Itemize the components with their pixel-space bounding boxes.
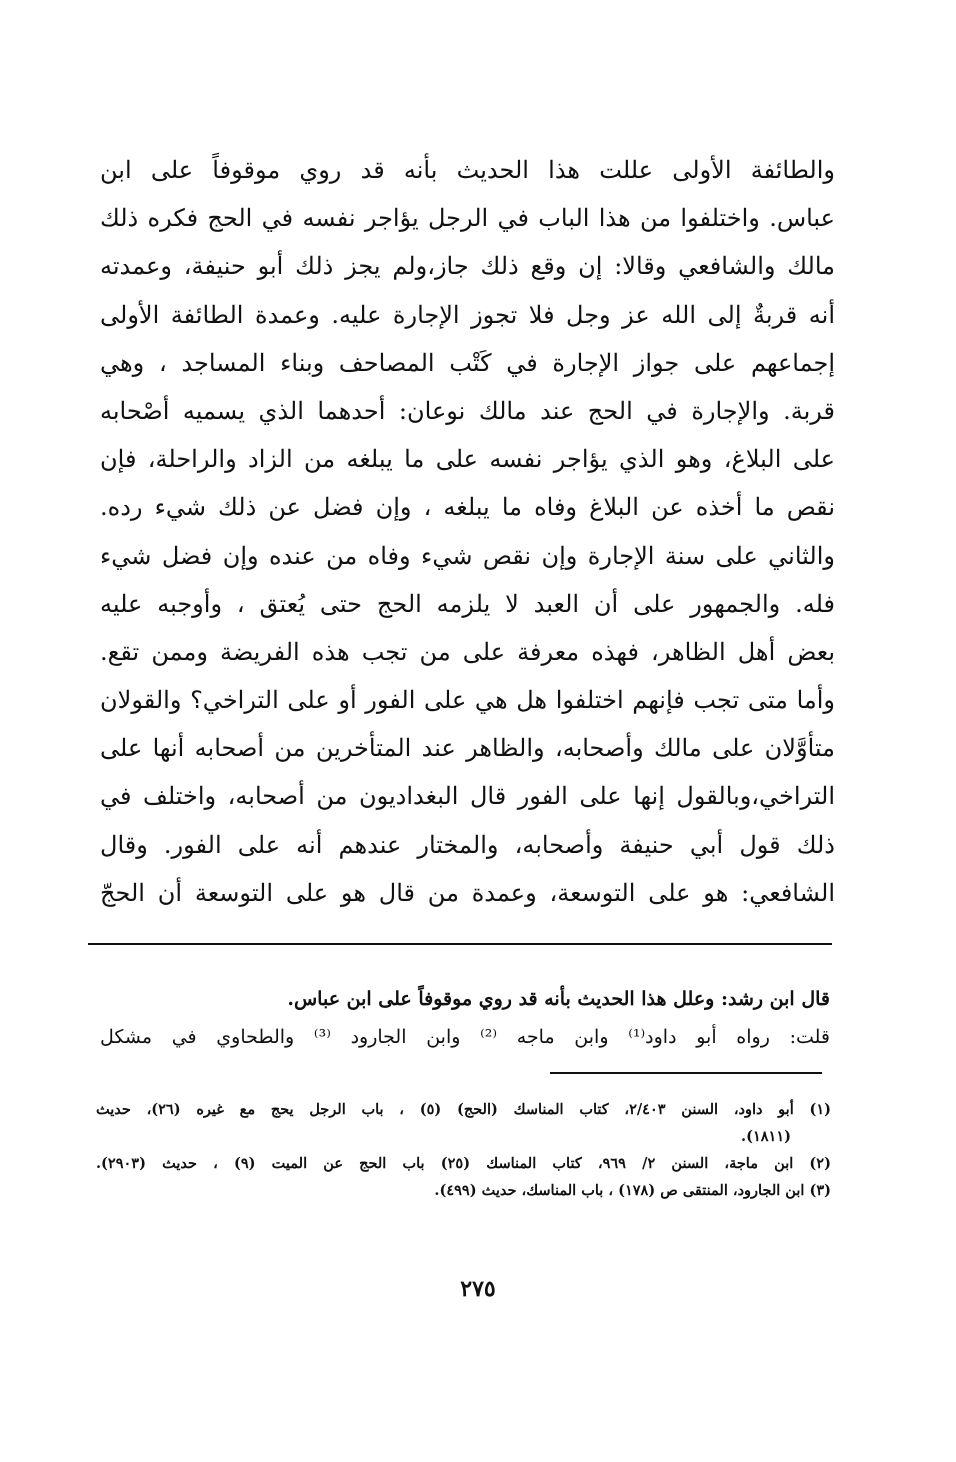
- text-line: على البلاغ، وهو الذي يؤاجر نفسه على ما يبلغه من الزاد والراحلة، فإن: [100, 445, 835, 474]
- section-divider: [88, 943, 832, 945]
- text-line: والثاني على سنة الإجارة وإن نقص شيء وفاه من عنده وإن فضل شيء: [100, 541, 835, 570]
- page-number: ٢٧٥: [460, 1276, 496, 1302]
- text-line: إجماعهم على جواز الإجارة في كَتْب المصاحف وبناء المساجد ، وهي: [100, 348, 835, 377]
- text-line: التراخي،وبالقول إنها على الفور قال البغداديون من أصحابه، واختلف في: [100, 782, 835, 811]
- main-text-body: [100, 146, 835, 917]
- footnote-divider: [550, 1072, 822, 1074]
- commentary-block: [100, 980, 830, 1056]
- text-line: نقص ما أخذه عن البلاغ وفاه ما يبلغه ، وإن فضل عن ذلك شيء رده.: [100, 493, 835, 522]
- text-line: وأما متى تجب فإنهم اختلفوا هل هي على الفور أو على التراخي؟ والقولان: [100, 686, 835, 715]
- text-line: الشافعي: هو على التوسعة، وعمدة من قال هو على التوسعة أن الحجّ: [100, 878, 835, 907]
- text-line: والطائفة الأولى عللت هذا الحديث بأنه قد روي موقوفاً على ابن: [100, 156, 835, 184]
- commentary-quote-line: قال ابن رشد: وعلل هذا الحديث بأنه قد روي موقوفاً على ابن عباس.: [287, 988, 830, 1010]
- text-line: ذلك قول أبي حنيفة وأصحابه، والمختار عندهم أنه على الفور. وقال: [100, 830, 835, 859]
- text-line: مالك والشافعي وقالا: إن وقع ذلك جاز،ولم يجز ذلك أبو حنيفة، وعمدته: [100, 252, 835, 281]
- footnotes: [96, 1096, 831, 1204]
- commentary-note-line: قلت: رواه أبو داود⁽¹⁾ وابن ماجه ⁽²⁾ وابن الجارود ⁽³⁾ والطحاوي في مشكل: [100, 1026, 830, 1048]
- footnote-1: (١) أبو داود، السنن ٢/٤٠٣، كتاب المناسك (الحج) (٥) ، باب الرجل يحج مع غيره (٢٦)، حديث: [96, 1101, 831, 1118]
- footnote-1-continuation: (١٨١١).: [741, 1128, 791, 1145]
- text-line: فله. والجمهور على أن العبد لا يلزمه الحج حتى يُعتق ، وأوجبه عليه: [100, 589, 835, 618]
- text-line: بعض أهل الظاهر، فهذه معرفة على من تجب هذه الفريضة وممن تقع.: [100, 637, 835, 666]
- text-line: أنه قربةٌ إلى الله عز وجل فلا تجوز الإجارة عليه. وعمدة الطائفة الأولى: [100, 300, 835, 329]
- footnote-3: (٣) ابن الجارود، المنتقى ص (١٧٨) ، باب المناسك، حديث (٤٩٩).: [434, 1182, 831, 1199]
- text-line: متأوَّلان على مالك وأصحابه، والظاهر عند المتأخرين من أصحابه أنها على: [100, 734, 835, 763]
- text-line: عباس. واختلفوا من هذا الباب في الرجل يؤاجر نفسه في الحج فكره ذلك: [100, 204, 835, 233]
- text-line: قربة. والإجارة في الحج عند مالك نوعان: أحدهما الذي يسميه أصْحابه: [100, 396, 835, 425]
- footnote-2: (٢) ابن ماجة، السنن ٢/ ٩٦٩، كتاب المناسك (٢٥) باب الحج عن الميت (٩) ، حديث (٢٩٠٣).: [96, 1155, 831, 1172]
